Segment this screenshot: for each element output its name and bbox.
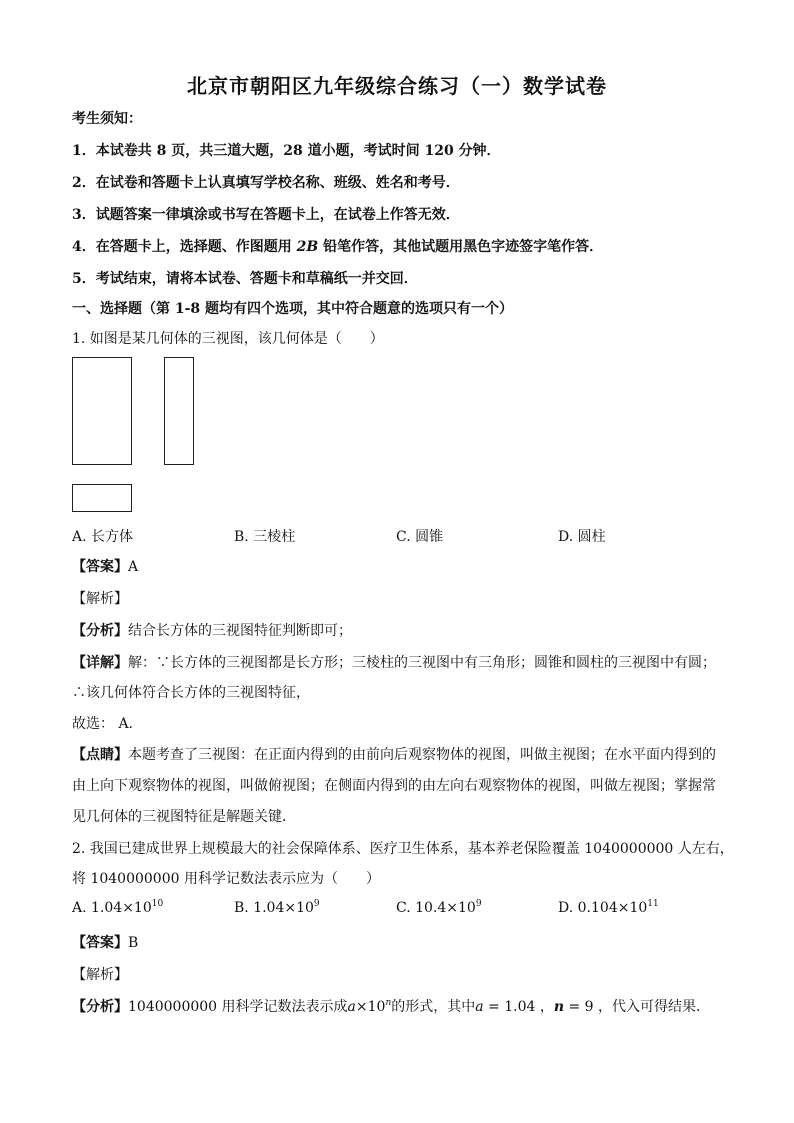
answer-value: B (128, 935, 139, 951)
q2-option-d (558, 900, 659, 916)
notice-item-4 (72, 236, 603, 256)
option-letter: D. (558, 900, 578, 916)
top-view-rectangle (72, 484, 132, 512)
option-exponent: 9 (475, 899, 482, 909)
fenxi-tag: 【分析】 (72, 999, 128, 1015)
notice-heading: 考生须知： (72, 111, 142, 127)
q1-stem: 1. 如图是某几何体的三视图，该几何体是（ ） (72, 331, 384, 347)
q1-option-b: B. 三棱柱 (234, 529, 296, 545)
dianjing-tag: 【点睛】 (72, 747, 128, 763)
fenxi-text: 结合长方体的三视图特征判断即可； (128, 623, 352, 639)
q1-dianjing-3: 见几何体的三视图特征是解题关键． (72, 809, 296, 825)
option-exponent: 11 (647, 899, 659, 909)
answer-tag: 【答案】 (72, 935, 128, 951)
q1-dianjing (72, 744, 716, 764)
fenxi-var-n: n (553, 999, 565, 1015)
option-exponent: 9 (313, 899, 320, 909)
q1-option-a: A. 长方体 (72, 529, 134, 545)
q1-option-d: D. 圆柱 (558, 529, 606, 545)
option-letter: A. (72, 900, 92, 916)
notice-item-5: 5．考试结束，请将本试卷、答题卡和草稿纸一并交回． (72, 271, 418, 287)
dianjing-text: 本题考查了三视图：在正面内得到的由前向后观察物体的视图，叫做主视图；在水平面内得到的 (128, 747, 716, 763)
fenxi-text-i: = 9 ，代入可得结果． (564, 999, 711, 1015)
q2-option-c (396, 900, 482, 916)
q2-answer (72, 932, 138, 952)
fenxi-times-ten: ×10 (355, 999, 386, 1015)
q2-option-a (72, 900, 163, 916)
answer-tag: 【答案】 (72, 559, 128, 575)
q2-stem-2: 将 1040000000 用科学记数法表示应为（ ） (72, 871, 380, 887)
q1-answer (72, 556, 138, 576)
xiangjie-tag: 【详解】 (72, 655, 128, 671)
notice-item-1: 1．本试卷共 8 页，共三道大题，28 道小题，考试时间 120 分钟． (72, 143, 501, 159)
q1-xiangjie (72, 652, 716, 672)
fenxi-var-n-exp: n (385, 998, 392, 1008)
q1-dianjing-2: 由上向下观察物体的视图，叫做俯视图；在侧面内得到的由左向右观察物体的视图，叫做左视图；掌握常 (72, 778, 716, 794)
q1-fenxi (72, 620, 352, 640)
section-heading: 一、选择题（第 1-8 题均有四个选项，其中符合题意的选项只有一个） (72, 301, 514, 317)
xiangjie-text: 解：∵长方体的三视图都是长方形；三棱柱的三视图中有三角形；圆锥和圆柱的三视图中有圆； (128, 655, 716, 671)
option-letter: B. (234, 900, 254, 916)
fenxi-tag: 【分析】 (72, 623, 128, 639)
front-view-rectangle (72, 357, 132, 465)
q2-fenxi (72, 996, 710, 1016)
answer-value: A (128, 559, 139, 575)
option-base: 1.04×10 (253, 900, 314, 916)
q2-stem-1: 2. 我国已建成世界上规模最大的社会保障体系、医疗卫生体系，基本养老保险覆盖 1040000000 人左右， (72, 841, 734, 857)
q2-option-b (234, 900, 320, 916)
notice-item-4-pencil: 2B (296, 239, 319, 255)
fenxi-text-a: 1040000000 用科学记数法表示成 (128, 999, 348, 1015)
q1-analysis-tag: 【解析】 (72, 591, 128, 607)
fenxi-text-e: 的形式，其中 (391, 999, 476, 1015)
fenxi-var-a2: a (475, 999, 484, 1015)
notice-item-4-prefix: 4．在答题卡上，选择题、作图题用 (72, 239, 297, 255)
option-base: 10.4×10 (415, 900, 476, 916)
side-view-rectangle (164, 357, 194, 465)
fenxi-var-a: a (347, 999, 356, 1015)
notice-item-3: 3．试题答案一律填涂或书写在答题卡上，在试卷上作答无效． (72, 207, 460, 223)
option-exponent: 10 (151, 899, 164, 909)
page-title: 北京市朝阳区九年级综合练习（一）数学试卷 (187, 74, 607, 98)
q2-analysis-tag: 【解析】 (72, 967, 128, 983)
option-base: 0.104×10 (577, 900, 648, 916)
q1-choose: 故选： A． (72, 716, 143, 732)
q1-option-c: C. 圆锥 (396, 529, 444, 545)
option-letter: C. (396, 900, 416, 916)
notice-item-4-suffix: 铅笔作答，其他试题用黑色字迹签字笔作答． (318, 239, 604, 255)
option-base: 1.04×10 (91, 900, 152, 916)
notice-item-2: 2．在试卷和答题卡上认真填写学校名称、班级、姓名和考号． (72, 175, 460, 191)
q1-xiangjie-2: ∴该几何体符合长方体的三视图特征， (72, 685, 310, 701)
fenxi-text-g: = 1.04 ， (483, 999, 554, 1015)
